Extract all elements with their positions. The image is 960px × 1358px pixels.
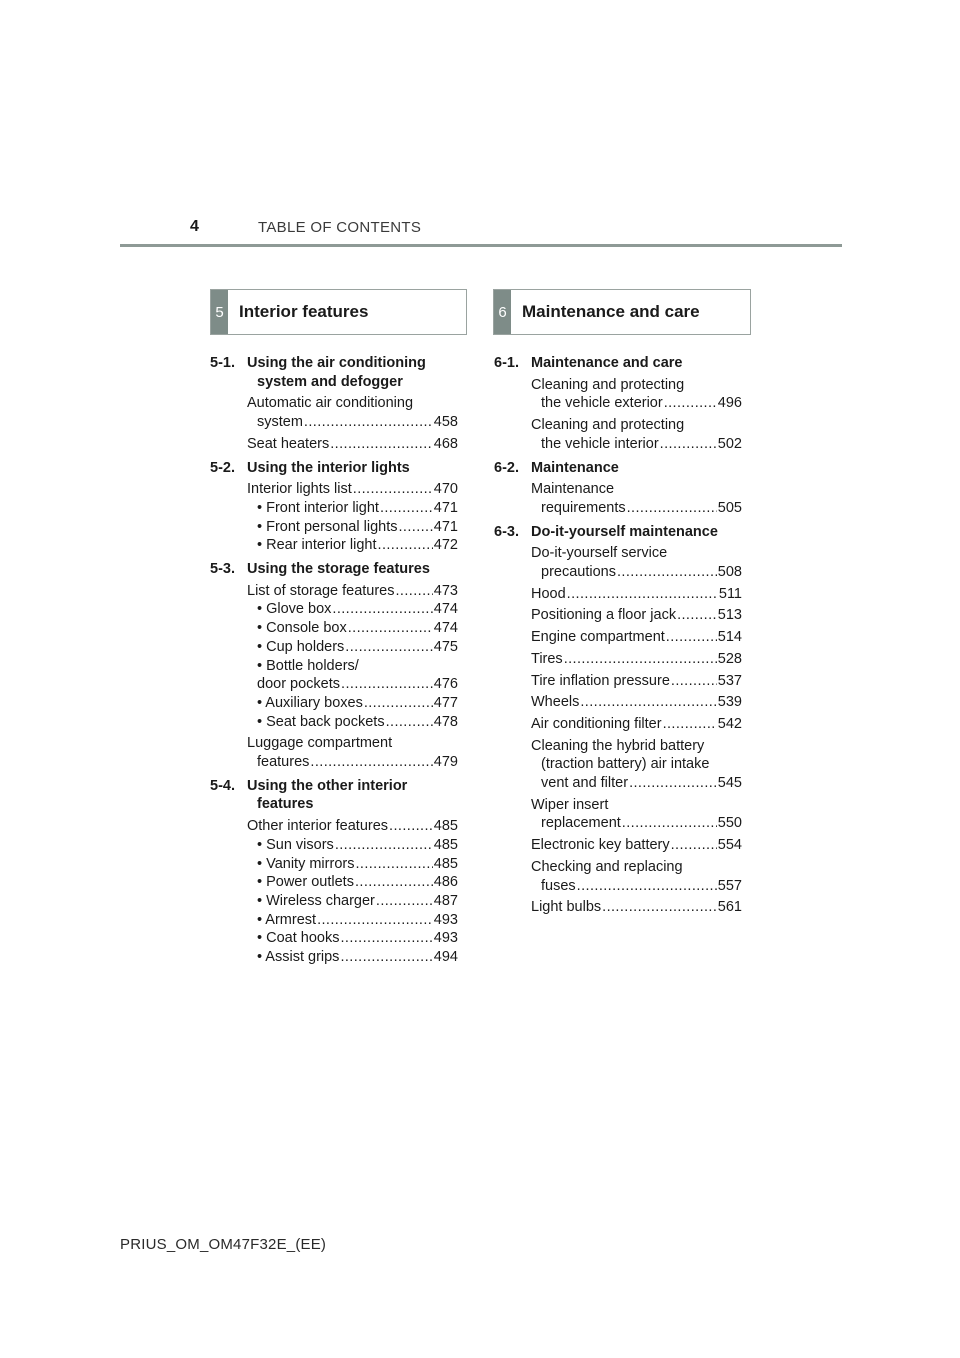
subentry-title: • Auxiliary boxes [257, 694, 363, 711]
page-ref: 477 [433, 694, 458, 711]
subentry-title: • Sun visors [257, 836, 334, 853]
toc-entry[interactable] [247, 734, 458, 771]
entry-title: Automatic air conditioning [247, 395, 414, 412]
chapter-title: Using the air conditioning [247, 355, 426, 371]
entry-title: Positioning a floor jack [531, 607, 677, 624]
toc-subentry[interactable] [257, 911, 458, 930]
page-ref: 561 [717, 899, 742, 916]
leader-dots [663, 715, 717, 734]
section-6-tab: 6 [494, 290, 511, 334]
subentry-title: • Coat hooks [257, 930, 340, 947]
entry-title-cont: requirements [541, 499, 626, 516]
subentry-title: • Cup holders [257, 638, 345, 655]
chapter-number: 6-2. [494, 459, 519, 476]
page-ref: 479 [433, 754, 458, 771]
toc-entry[interactable] [531, 416, 742, 453]
toc-subentry[interactable] [257, 638, 458, 657]
entry-title-cont: fuses [541, 877, 576, 894]
subentry-title: • Assist grips [257, 949, 340, 966]
toc-entry[interactable] [531, 737, 742, 793]
subentry-title: • Wireless charger [257, 892, 375, 909]
toc-subentry[interactable] [257, 855, 458, 874]
toc-subentry[interactable] [257, 892, 458, 911]
page-ref: 470 [433, 481, 458, 498]
chapter-heading[interactable] [210, 777, 458, 814]
entry-title-cont: features [257, 754, 310, 771]
toc-entry[interactable] [531, 544, 742, 581]
toc-subentry[interactable] [257, 499, 458, 518]
entry-title: Luggage compartment [247, 735, 393, 752]
leader-dots [617, 563, 717, 582]
leader-dots [355, 855, 432, 874]
page-ref: 528 [717, 650, 742, 667]
subentry-title: • Bottle holders/ [257, 657, 359, 674]
page-ref: 485 [433, 836, 458, 853]
page-ref: 471 [433, 499, 458, 516]
page-ref: 493 [433, 930, 458, 947]
toc-entry[interactable] [247, 480, 458, 499]
leader-dots [340, 929, 432, 948]
entry-title: Electronic key battery [531, 837, 670, 854]
entry-title: Do-it-yourself service [531, 545, 668, 562]
toc-subentry[interactable] [257, 713, 458, 732]
page-ref: 542 [717, 715, 742, 732]
toc-subentry[interactable] [257, 657, 458, 694]
page-ref: 557 [717, 877, 742, 894]
leader-dots [340, 948, 432, 967]
entry-title: Tire inflation pressure [531, 672, 670, 689]
toc-entry[interactable] [531, 650, 742, 669]
page-ref: 486 [433, 874, 458, 891]
toc-entry[interactable] [531, 796, 742, 833]
subentry-title: • Power outlets [257, 874, 354, 891]
toc-entry[interactable] [531, 585, 742, 604]
page-ref: 473 [433, 582, 458, 599]
entry-title-cont: the vehicle exterior [541, 395, 663, 412]
toc-subentry[interactable] [257, 536, 458, 555]
toc-entry[interactable] [531, 858, 742, 895]
section-6-box [493, 289, 751, 335]
chapter-title: Using the interior lights [247, 459, 410, 476]
leader-dots [332, 600, 432, 619]
toc-subentry[interactable] [257, 836, 458, 855]
subentry-title: • Console box [257, 620, 347, 637]
leader-dots [378, 536, 433, 555]
page-ref: 487 [433, 892, 458, 909]
chapter-title: Using the other interior [247, 777, 408, 794]
subentry-title: • Rear interior light [257, 537, 377, 554]
page-ref: 513 [717, 607, 742, 624]
entry-title: Seat heaters [247, 435, 330, 452]
leader-dots [341, 675, 433, 694]
entry-title: Air conditioning filter [531, 715, 662, 732]
entry-title-cont: vent and filter [541, 775, 629, 792]
section-5-tab: 5 [211, 290, 228, 334]
leader-dots [310, 753, 432, 772]
toc-column-5 [210, 352, 458, 967]
leader-dots [671, 836, 717, 855]
chapter-number: 5-2. [210, 459, 235, 476]
leader-dots [330, 435, 433, 454]
leader-dots [629, 774, 717, 793]
page-ref: 471 [433, 518, 458, 535]
leader-dots [602, 898, 717, 917]
page-ref: 468 [433, 435, 458, 452]
chapter-title: Using the storage features [247, 561, 430, 578]
leader-dots [627, 499, 717, 518]
page-header [120, 218, 842, 248]
entry-title: Light bulbs [531, 899, 602, 916]
leader-dots [580, 693, 716, 712]
page-ref: 475 [433, 638, 458, 655]
toc-subentry[interactable] [257, 600, 458, 619]
page-ref: 474 [433, 601, 458, 618]
toc-subentry[interactable] [257, 873, 458, 892]
page-ref: 472 [433, 537, 458, 554]
header-title: TABLE OF CONTENTS [258, 219, 422, 236]
entry-title: Hood [531, 585, 566, 602]
section-5-box [210, 289, 467, 335]
page-ref: 474 [433, 620, 458, 637]
chapter-title: Do-it-yourself maintenance [531, 523, 718, 540]
subentry-title-cont: door pockets [257, 676, 341, 693]
entry-title-cont: replacement [541, 815, 621, 832]
chapter-title: Maintenance [531, 459, 619, 476]
chapter-number: 5-3. [210, 561, 235, 578]
entry-title: Cleaning the hybrid battery [531, 737, 705, 754]
entry-title-cont: (traction battery) air intake [541, 756, 710, 773]
leader-dots [398, 518, 432, 537]
leader-dots [348, 619, 433, 638]
chapter-number: 5-1. [210, 355, 235, 371]
chapter-heading[interactable] [210, 459, 458, 478]
page-ref: 550 [717, 815, 742, 832]
toc-subentry[interactable] [257, 694, 458, 713]
page-ref: 537 [717, 672, 742, 689]
toc-entry[interactable] [531, 480, 742, 517]
chapter-title: Maintenance and care [531, 355, 683, 371]
leader-dots [567, 585, 718, 604]
entry-title: Other interior features [247, 818, 389, 835]
toc-entry[interactable] [531, 606, 742, 625]
toc-column-6 [494, 352, 742, 917]
leader-dots [622, 814, 717, 833]
toc-entry[interactable] [531, 836, 742, 855]
toc-entry[interactable] [531, 672, 742, 691]
entry-title: Interior lights list [247, 481, 352, 498]
leader-dots [389, 817, 433, 836]
entry-title: Checking and replacing [531, 858, 683, 875]
toc-entry[interactable] [247, 394, 458, 431]
leader-dots [660, 435, 717, 454]
page-ref: 539 [717, 694, 742, 711]
toc-entry[interactable] [531, 376, 742, 413]
leader-dots [671, 672, 717, 691]
entry-title-cont: the vehicle interior [541, 435, 659, 452]
toc-entry[interactable] [247, 817, 458, 836]
leader-dots [677, 606, 717, 625]
page-ref: 505 [717, 499, 742, 516]
page-ref: 478 [433, 713, 458, 730]
page-ref: 508 [717, 564, 742, 581]
page-ref: 496 [717, 395, 742, 412]
toc-entry[interactable] [531, 628, 742, 647]
entry-title: Tires [531, 650, 563, 667]
leader-dots [304, 413, 433, 432]
chapter-heading[interactable] [210, 354, 458, 391]
entry-title-cont: precautions [541, 564, 616, 581]
entry-title: Wheels [531, 694, 580, 711]
toc-entry[interactable] [247, 435, 458, 454]
leader-dots [396, 582, 433, 601]
leader-dots [355, 873, 433, 892]
page-ref: 476 [433, 676, 458, 693]
page-ref: 485 [433, 855, 458, 872]
toc-subentry[interactable] [257, 518, 458, 537]
chapter-number: 6-1. [494, 355, 519, 371]
leader-dots [353, 480, 433, 499]
entry-title: Cleaning and protecting [531, 417, 685, 434]
subentry-title: • Seat back pockets [257, 713, 385, 730]
page-ref: 458 [433, 414, 458, 431]
entry-title: List of storage features [247, 582, 395, 599]
toc-subentry[interactable] [257, 619, 458, 638]
chapter-number: 5-4. [210, 777, 235, 794]
page-ref: 494 [433, 949, 458, 966]
chapter-heading[interactable] [494, 523, 742, 542]
entry-title: Wiper insert [531, 796, 609, 813]
page-ref: 514 [717, 629, 742, 646]
leader-dots [386, 713, 433, 732]
page-ref: 511 [718, 585, 742, 602]
header-rule [120, 244, 842, 247]
subentry-title: • Vanity mirrors [257, 855, 355, 872]
entry-title: Engine compartment [531, 629, 665, 646]
subentry-title: • Armrest [257, 911, 317, 928]
section-5-title: Interior features [239, 302, 369, 321]
page-ref: 545 [717, 775, 742, 792]
leader-dots [317, 911, 433, 930]
leader-dots [364, 694, 433, 713]
chapter-title-cont: system and defogger [257, 373, 403, 390]
leader-dots [577, 877, 717, 896]
leader-dots [664, 394, 717, 413]
chapter-heading[interactable] [210, 560, 458, 579]
page-ref: 485 [433, 818, 458, 835]
toc-entry[interactable] [531, 898, 742, 917]
toc-subentry[interactable] [257, 929, 458, 948]
section-6-title: Maintenance and care [522, 302, 700, 321]
subentry-title: • Front interior light [257, 499, 379, 516]
subentry-title: • Front personal lights [257, 518, 398, 535]
toc-subentry[interactable] [257, 948, 458, 967]
toc-entry[interactable] [531, 715, 742, 734]
page-ref: 554 [717, 837, 742, 854]
toc-entry[interactable] [531, 693, 742, 712]
subentry-title: • Glove box [257, 601, 332, 618]
page-number: 4 [190, 218, 199, 235]
chapter-number: 6-3. [494, 523, 519, 540]
chapter-title-cont: features [257, 796, 314, 813]
entry-title: Cleaning and protecting [531, 376, 685, 393]
leader-dots [376, 892, 433, 911]
chapter-heading[interactable] [494, 354, 742, 373]
document-code: PRIUS_OM_OM47F32E_(EE) [120, 1236, 327, 1253]
chapter-heading[interactable] [494, 459, 742, 478]
leader-dots [335, 836, 433, 855]
entry-title: Maintenance [531, 481, 615, 498]
entry-title-cont: system [257, 414, 303, 431]
toc-entry[interactable] [247, 582, 458, 601]
leader-dots [564, 650, 717, 669]
page-ref: 493 [433, 911, 458, 928]
leader-dots [345, 638, 433, 657]
leader-dots [666, 628, 717, 647]
leader-dots [380, 499, 433, 518]
page-ref: 502 [717, 435, 742, 452]
